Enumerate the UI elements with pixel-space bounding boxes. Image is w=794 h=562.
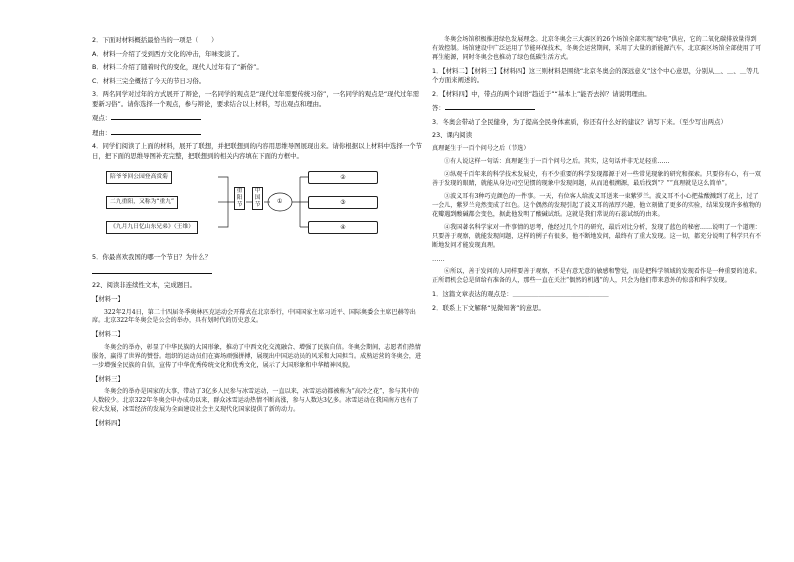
right-question-2: 2．【材料四】中，带点的两个词语“趋近于”“基本上”能否去掉？请说明理由。 bbox=[432, 89, 651, 98]
right-question-3: 3．冬奥会带动了全民健身，为了提高全民身体素质，你还有什么好的建议？请写下来。（至少写出两点） bbox=[432, 117, 727, 126]
question-4: 4．同学们阅读了上面的材料，展开了联想，并把联想到的内容用思维导图展现出来。请你根据以上材料中选择一个节日，把下面的思维导图补充完整，把联想到的相关内容填在下面的方框中。 bbox=[92, 142, 422, 160]
passage-paragraph-4: ④我国著名科学家对一件事情的思考，他经过几个月的研究，最后对比分析，发现了蓝色的秘密……说明了一个道理：只要善于观察，就能发现问题，这样的例子有很多，他不断地发问，最终有了重大发现。这一切，都充分说明了科学只有不断地发问才能发现真理。 bbox=[432, 223, 762, 249]
q5-answer-line bbox=[92, 267, 422, 277]
mind-map-item-1: 陪爷爷回公园登高赏菊 bbox=[106, 171, 172, 183]
question-2: 2．下面对材料概括最恰当的一项是（ ） bbox=[92, 36, 218, 44]
reason-label: 理由： bbox=[92, 128, 112, 137]
material-2-title: 【材料二】 bbox=[92, 330, 124, 339]
mind-map-festival: 重阳节 bbox=[234, 187, 245, 210]
question-23: 23、课内阅读 bbox=[432, 131, 473, 140]
material-1-text: 322年2月4日，第二十四届冬季奥林匹克运动会开幕式在北京举行，中国国家主席习近平、国际奥委会主席巴赫等出席。北京322年冬奥会是公会的举办，具有划时代的历史意义。 bbox=[92, 308, 416, 325]
option-b: B．材料二介绍了随着时代的变化，现代人过年有了“新俗”。 bbox=[92, 63, 263, 72]
mind-map-right-box-2[interactable]: ③ bbox=[308, 196, 378, 209]
view-blank[interactable] bbox=[111, 113, 201, 120]
question-5: 5．你最喜欢我国的哪一个节日？为什么？ bbox=[92, 253, 212, 262]
mind-map-item-3: 《九月九日忆山东兄弟》（王维） bbox=[106, 221, 198, 233]
question-22: 22、阅读非连续性文本，完成题目。 bbox=[92, 281, 196, 290]
passage-paragraph-6: ⑥所以，善于发问的人同样要善于观察，不是有意无意的敏感和警觉，而是把科学领域的发现看作是一种重要的追求。正所谓机会总是留给有准备的人，那些一直在关注“偶然的机遇”的人，只会为他们带来意外的惊喜和科学发现。 bbox=[432, 268, 761, 285]
material-4-text: 冬奥会场馆积极推进绿色发展理念。北京冬奥会三大赛区的26个场馆全部实现“绿电”供应，它的二氧化碳排放量得到有效控制。场馆建设中广泛运用了节能环保技术，冬奥会运营期间，采用了大量的新能源汽车，北京赛区场馆全部使用了可再生能源，同时冬奥会也推动了绿色低碳生活方式。 bbox=[432, 36, 762, 61]
ellipsis: …… bbox=[432, 254, 445, 263]
right-column bbox=[432, 36, 762, 317]
material-1-title: 【材料一】 bbox=[92, 294, 124, 303]
question-3: 3．两名同学对过年的方式展开了辩论，一名同学的观点是“现代过年需要传统习俗”，一名同学的观点是“现代过年需要新习俗”。请你选择一个观点，参与辩论，要求结合以上材料，写出观点和理由。 bbox=[92, 90, 420, 108]
mind-map-circle: ① bbox=[277, 198, 283, 206]
material-4-title: 【材料四】 bbox=[92, 419, 124, 428]
reason-line bbox=[92, 128, 422, 138]
option-a: A．材料一介绍了受到西方文化的冲击，年味变淡了。 bbox=[92, 49, 244, 58]
answer-line bbox=[432, 103, 762, 113]
material-3-text: 冬奥会的举办是国家的大事，带动了3亿多人民参与冰雪运动，一直以来，冰雪运动都被称为“高冷之花”，参与其中的人数较少。北京322年冬奥会申办成功以来，群众冰雪运动热情不断高涨，参与人数达3亿多。冰雪运动在我国南方也有了较大发展，冰雪经济的发展为全面建设社会主义现代化国家提供了新的动力。 bbox=[92, 388, 419, 414]
q5-blank[interactable] bbox=[92, 267, 212, 274]
answer-blank[interactable] bbox=[445, 103, 535, 110]
passage-question-1: 1．这篇文章表达的观点是：＿＿＿＿＿＿＿＿＿＿＿＿＿＿＿ bbox=[432, 290, 609, 299]
material-3-title: 【材料三】 bbox=[92, 374, 124, 383]
view-line bbox=[92, 113, 422, 123]
material-2-text: 冬奥会的举办，彰显了中华民族的大国形象，推动了中西文化交流融合、增强了民族自信。冬奥会期间，志愿者们热情服务，赢得了世界的赞誉。组织的运动员们在赛场顽强拼搏，展现出中国运动员的风采和大国担当。成熟运营的冬奥会，进一步增强全民族的自信，宣传了中华优秀传统文化和优秀文化，展示了大国形象和中华精神风貌。 bbox=[92, 344, 422, 369]
mind-map-right-box-1[interactable]: ② bbox=[308, 171, 378, 184]
reason-blank[interactable] bbox=[111, 128, 201, 135]
passage-title: 真理诞生于一百个问号之后（节选） bbox=[432, 144, 530, 152]
mind-map-china-festival: 中国节 bbox=[252, 187, 263, 210]
mind-map-right-box-3[interactable]: ④ bbox=[308, 221, 378, 234]
right-question-1: 1．【材料二】【材料三】【材料四】这三则材料是围绕“北京冬奥会的深远意义”这个中心意思，分别从＿、＿、＿等几个方面来阐述的。 bbox=[432, 66, 760, 85]
answer-label: 答： bbox=[432, 104, 445, 113]
passage-question-2: 2．联系上下文解释“见微知著”的意思。 bbox=[432, 303, 545, 312]
option-c: C．材料三完全概括了今天的节日习俗。 bbox=[92, 76, 206, 85]
left-column bbox=[92, 36, 422, 433]
passage-paragraph-2: ②纵观千百年来的科学技术发展史，有不少重要的科学发现都源于对一些常见现象的研究和探索。只要你有心，有一双善于发现的眼睛，就能从身边司空见惯的现象中发现问题，从而追根溯源，最后找到“？”“真理就是这么简单”。 bbox=[432, 171, 761, 188]
mind-map-item-2: 二九重阳，又称为“重九” bbox=[106, 196, 178, 208]
passage-paragraph-3: ③波义耳有3种巧克颜色的一件事。一天，有位客人给波义耳送来一束紫罗兰。波义耳不小心把盐酸溅到了花上，过了一会儿，紫罗兰竟然变成了红色。这个偶然的发现引起了波义耳的浓厚兴趣，他立刻做了更多的实验，结果发现许多植物的花瓣遇到酸碱都会变色，据此他发明了酸碱试纸。这就是我们常说的石蕊试纸的由来。 bbox=[432, 193, 762, 218]
view-label: 观点： bbox=[92, 114, 112, 123]
mind-map-diagram bbox=[100, 165, 400, 247]
passage-paragraph-1: ①有人说这样一句话：真理诞生于一百个问号之后。其实，这句话并非无足轻重…… bbox=[444, 158, 670, 166]
